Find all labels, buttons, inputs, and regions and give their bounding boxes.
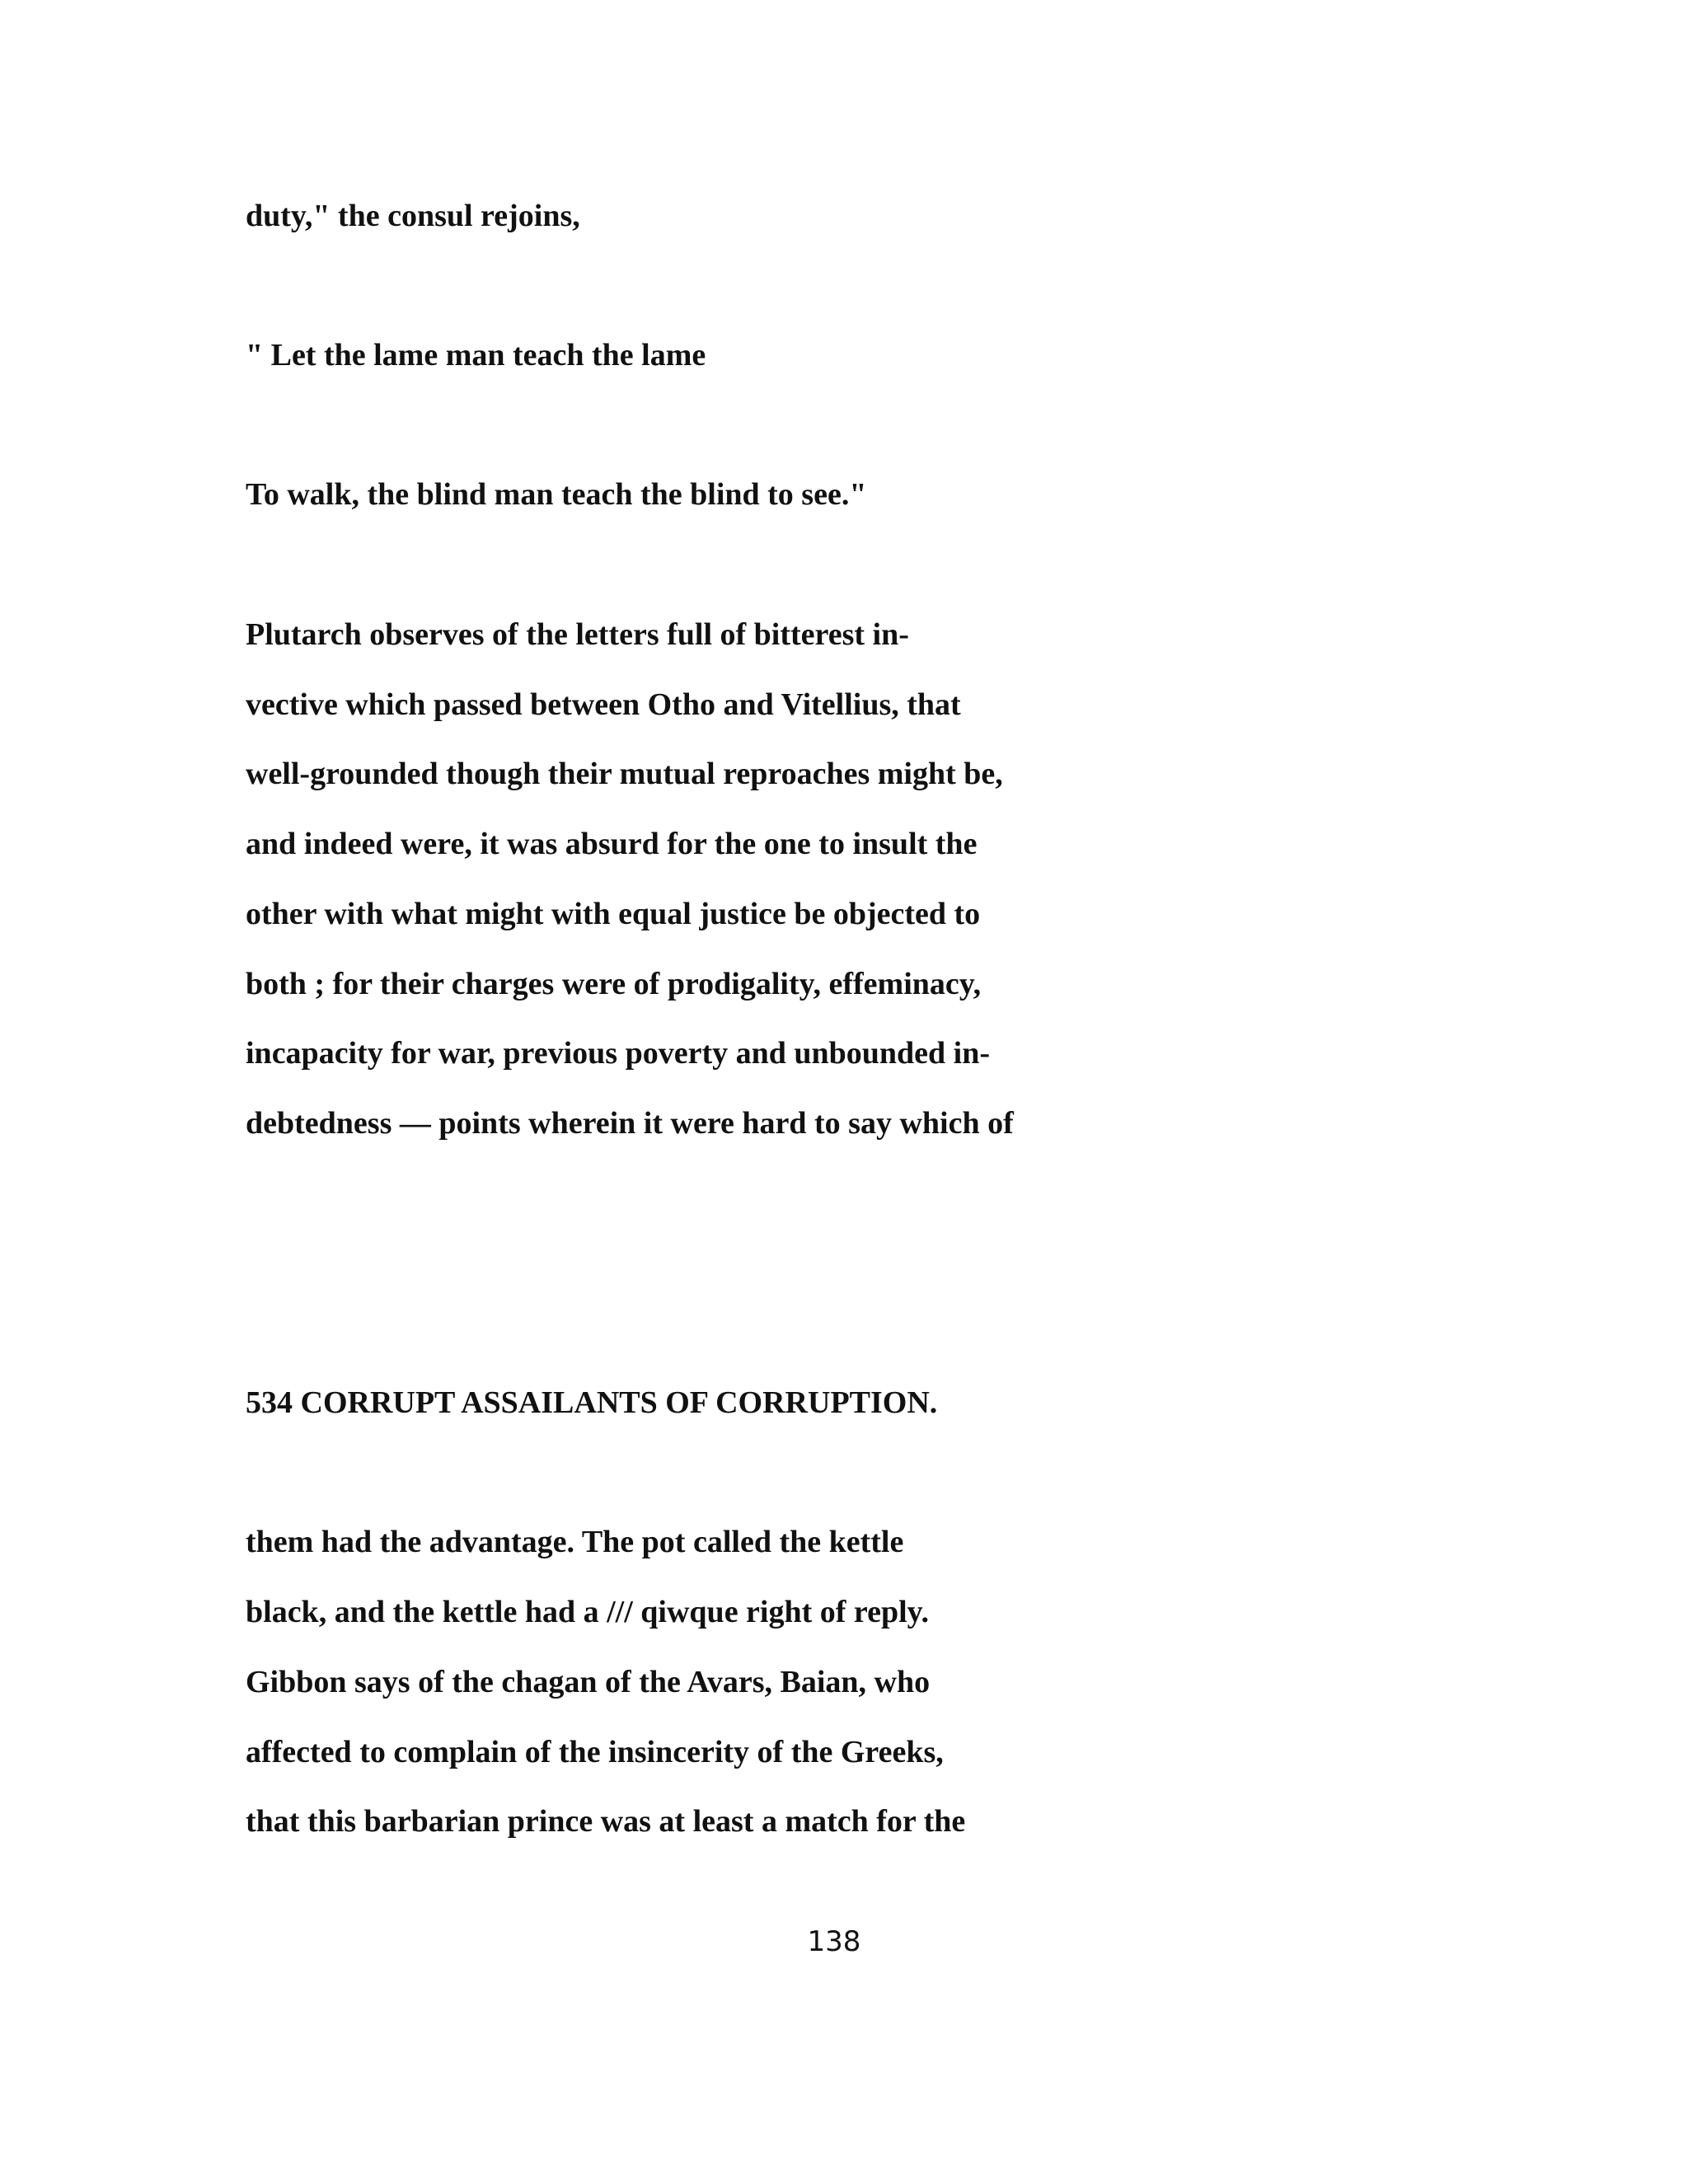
paragraph-line: vective which passed between Otho and Vitellius, that xyxy=(246,687,961,722)
verse-line: To walk, the blind man teach the blind to see." xyxy=(246,477,867,512)
paragraph-line: incapacity for war, previous poverty and unbounded in- xyxy=(246,1036,991,1071)
paragraph-line: them had the advantage. The pot called the kettle xyxy=(246,1525,904,1559)
paragraph-line: other with what might with equal justice be objected to xyxy=(246,897,981,931)
paragraph-line: debtedness — points wherein it were hard to say which of xyxy=(246,1106,1014,1141)
running-head: 534 CORRUPT ASSAILANTS OF CORRUPTION. xyxy=(246,1385,938,1420)
paragraph-line: and indeed were, it was absurd for the one to insult the xyxy=(246,827,978,861)
paragraph-line: Gibbon says of the chagan of the Avars, Baian, who xyxy=(246,1665,931,1699)
paragraph-line: well-grounded though their mutual reproaches might be, xyxy=(246,757,1003,791)
verse-line: " Let the lame man teach the lame xyxy=(246,338,706,373)
paragraph-line: that this barbarian prince was at least a match for the xyxy=(246,1804,966,1839)
page-number: 138 xyxy=(807,1925,861,1958)
text-line: duty," the consul rejoins, xyxy=(246,199,580,233)
paragraph-line: affected to complain of the insincerity of the Greeks, xyxy=(246,1735,944,1769)
paragraph-line: both ; for their charges were of prodigality, effeminacy, xyxy=(246,967,982,1001)
paragraph-line: black, and the kettle had a /// qiwque right of reply. xyxy=(246,1595,930,1629)
paragraph-line: Plutarch observes of the letters full of bitterest in- xyxy=(246,617,909,652)
